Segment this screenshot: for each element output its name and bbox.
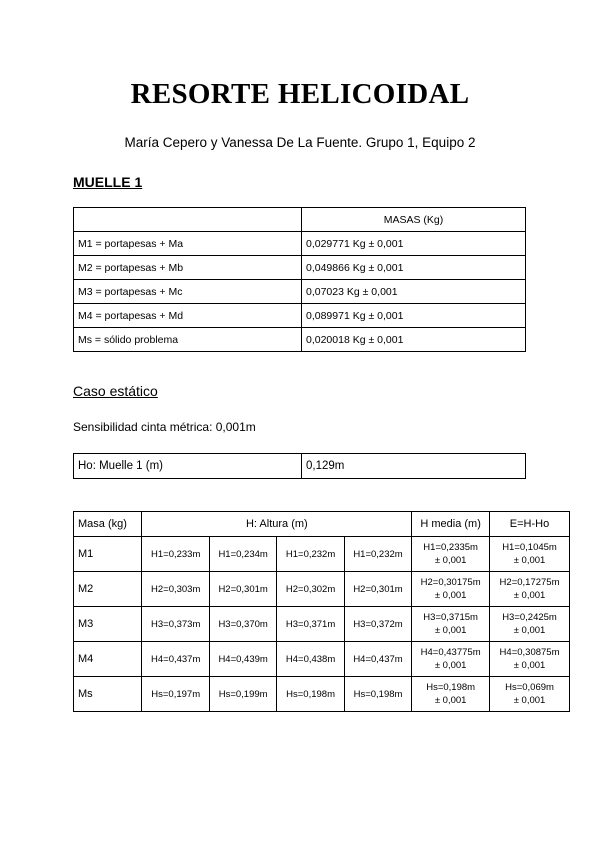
- height-cell: H2=0,301m: [344, 572, 411, 607]
- uncertainty: ± 0,001: [434, 660, 467, 671]
- table-row: [74, 328, 526, 352]
- mean-cell: [412, 572, 490, 607]
- table-row: [74, 304, 526, 328]
- uncertainty: ± 0,001: [513, 695, 546, 706]
- mean-cell: [412, 537, 490, 572]
- heights-header-row: [74, 512, 570, 537]
- ho-label: Ho: Muelle 1 (m): [74, 454, 302, 479]
- height-cell: H2=0,301m: [209, 572, 276, 607]
- mass-label: M2 = portapesas + Mb: [74, 256, 302, 280]
- uncertainty: ± 0,001: [434, 590, 467, 601]
- sensitivity-text: Sensibilidad cinta métrica: 0,001m: [73, 420, 256, 434]
- height-cell: H2=0,302m: [277, 572, 344, 607]
- table-row: [74, 607, 570, 642]
- e-cell: [490, 607, 570, 642]
- e-cell: [490, 537, 570, 572]
- mean-value: H3=0,3715m: [423, 612, 478, 623]
- row-mass: M3: [74, 607, 142, 642]
- table-row: [74, 642, 570, 677]
- height-cell: Hs=0,197m: [142, 677, 209, 712]
- mean-value: H1=0,2335m: [423, 542, 478, 553]
- height-cell: H1=0,234m: [209, 537, 276, 572]
- height-cell: H3=0,371m: [277, 607, 344, 642]
- e-value: H2=0,17275m: [499, 577, 560, 588]
- mean-value: Hs=0,198m: [426, 682, 476, 693]
- header-mass: Masa (kg): [74, 512, 142, 537]
- header-mean: H media (m): [412, 512, 490, 537]
- header-height: H: Altura (m): [142, 512, 412, 537]
- height-cell: H3=0,372m: [344, 607, 411, 642]
- height-cell: H4=0,437m: [142, 642, 209, 677]
- uncertainty: ± 0,001: [434, 695, 467, 706]
- height-cell: H4=0,438m: [277, 642, 344, 677]
- mass-label: M1 = portapesas + Ma: [74, 232, 302, 256]
- mass-value: 0,049866 Kg ± 0,001: [302, 256, 526, 280]
- e-value: H3=0,2425m: [502, 612, 557, 623]
- e-cell: [490, 677, 570, 712]
- e-value: Hs=0,069m: [505, 682, 554, 693]
- height-cell: Hs=0,198m: [277, 677, 344, 712]
- e-cell: [490, 572, 570, 607]
- height-cell: H3=0,373m: [142, 607, 209, 642]
- height-cell: Hs=0,198m: [344, 677, 411, 712]
- heights-table: [73, 511, 570, 712]
- uncertainty: ± 0,001: [434, 555, 467, 566]
- height-cell: H3=0,370m: [209, 607, 276, 642]
- table-row: [74, 256, 526, 280]
- mean-cell: [412, 642, 490, 677]
- table-row: [74, 232, 526, 256]
- e-value: H1=0,1045m: [502, 542, 557, 553]
- e-value: H4=0,30875m: [499, 647, 560, 658]
- ho-table: [73, 453, 526, 479]
- uncertainty: ± 0,001: [513, 625, 546, 636]
- masses-header-row: [74, 208, 526, 232]
- mass-value: 0,089971 Kg ± 0,001: [302, 304, 526, 328]
- height-cell: Hs=0,199m: [209, 677, 276, 712]
- table-row: [74, 454, 526, 479]
- table-row: [74, 280, 526, 304]
- masses-header-cell: MASAS (Kg): [302, 208, 526, 232]
- height-cell: H1=0,232m: [344, 537, 411, 572]
- authors-line: María Cepero y Vanessa De La Fuente. Grupo 1, Equipo 2: [124, 135, 476, 150]
- row-mass: M4: [74, 642, 142, 677]
- mean-cell: [412, 607, 490, 642]
- mass-value: 0,020018 Kg ± 0,001: [302, 328, 526, 352]
- header-e: E=H-Ho: [490, 512, 570, 537]
- mean-cell: [412, 677, 490, 712]
- uncertainty: ± 0,001: [513, 660, 546, 671]
- table-row: [74, 537, 570, 572]
- mass-value: 0,029771 Kg ± 0,001: [302, 232, 526, 256]
- uncertainty: ± 0,001: [513, 590, 546, 601]
- row-mass: M2: [74, 572, 142, 607]
- masses-table: [73, 207, 526, 352]
- e-cell: [490, 642, 570, 677]
- height-cell: H2=0,303m: [142, 572, 209, 607]
- table-row: [74, 677, 570, 712]
- table-row: [74, 572, 570, 607]
- row-mass: Ms: [74, 677, 142, 712]
- ho-value: 0,129m: [302, 454, 526, 479]
- mass-label: M3 = portapesas + Mc: [74, 280, 302, 304]
- height-cell: H4=0,437m: [344, 642, 411, 677]
- document-title: RESORTE HELICOIDAL: [130, 78, 470, 110]
- height-cell: H4=0,439m: [209, 642, 276, 677]
- section-heading: MUELLE 1: [73, 174, 143, 190]
- mass-label: M4 = portapesas + Md: [74, 304, 302, 328]
- mean-value: H4=0,43775m: [420, 647, 481, 658]
- height-cell: H1=0,232m: [277, 537, 344, 572]
- uncertainty: ± 0,001: [513, 555, 546, 566]
- row-mass: M1: [74, 537, 142, 572]
- mass-label: Ms = sólido problema: [74, 328, 302, 352]
- masses-header-empty: [74, 208, 302, 232]
- height-cell: H1=0,233m: [142, 537, 209, 572]
- mean-value: H2=0,30175m: [420, 577, 481, 588]
- mass-value: 0,07023 Kg ± 0,001: [302, 280, 526, 304]
- uncertainty: ± 0,001: [434, 625, 467, 636]
- subsection-heading: Caso estático: [73, 383, 158, 399]
